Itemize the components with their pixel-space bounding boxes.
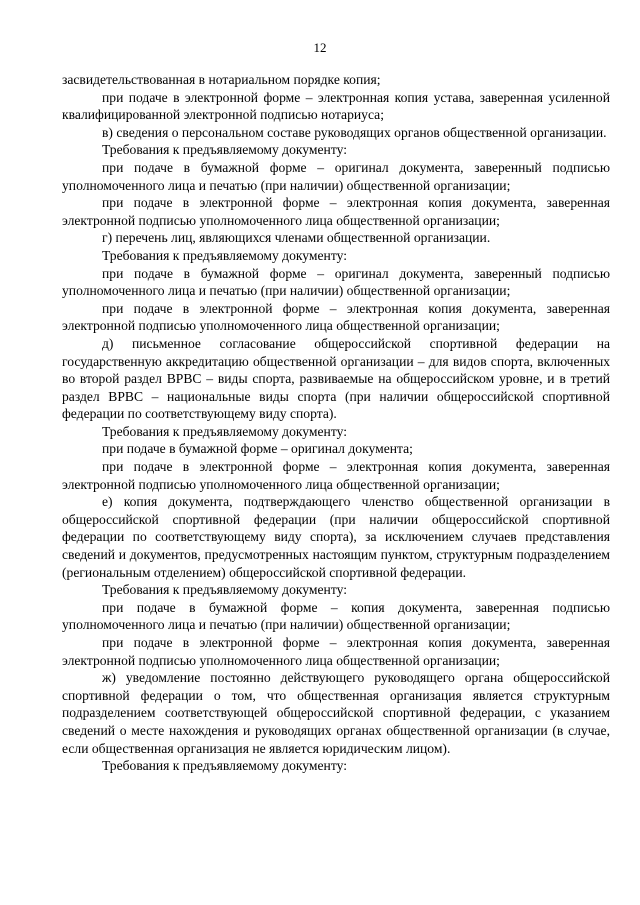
paragraph: Требования к предъявляемому документу: xyxy=(102,247,347,263)
paragraph: Требования к предъявляемому документу: xyxy=(102,142,347,158)
paragraph: при подаче в электронной форме – электронная копия документа, заверенная электронной подписью уполномоченного лица общественной организации; xyxy=(62,635,610,668)
paragraph: г) перечень лиц, являющихся членами общественной организации. xyxy=(102,230,491,246)
page-number: 12 xyxy=(313,40,327,55)
paragraph: Требования к предъявляемому документу: xyxy=(102,582,347,598)
paragraph: засвидетельствованная в нотариальном порядке копия; xyxy=(62,72,381,87)
paragraph: при подаче в электронной форме – электронная копия устава, заверенная усиленной квалифицированной электронной подписью нотариуса; xyxy=(62,89,610,123)
paragraph: при подаче в электронной форме – электронная копия документа, заверенная электронной подписью уполномоченного лица общественной организации; xyxy=(62,195,610,228)
paragraph: при подаче в бумажной форме – оригинал документа, заверенный подписью уполномоченного лица и печатью (при наличии) общественной организации; xyxy=(62,265,610,299)
paragraph: в) сведения о персональном составе руководящих органов общественной организации. xyxy=(102,124,607,140)
document-body xyxy=(62,71,610,775)
paragraph: е) копия документа, подтверждающего членство общественной организации в общероссийской спортивной федерации (при наличии общероссийской спортивной федерации по соответствующему виду спорта), за исключением случаев представления сведений и документов, предусмотренных настоящим пунктом, структурным подразделением (региональным отделением) общероссийской спортивной федерации. xyxy=(62,494,610,580)
paragraph: при подаче в бумажной форме – оригинал документа; xyxy=(102,441,413,457)
paragraph: при подаче в электронной форме – электронная копия документа, заверенная электронной подписью уполномоченного лица общественной организации; xyxy=(62,459,610,492)
paragraph: д) письменное согласование общероссийской спортивной федерации на государственную аккредитацию общественной организации – для видов спорта, включенных во второй раздел ВРВС – виды спорта, развиваемые на общероссийском уровне, и в третий раздел ВРВС – национальные виды спорта (при наличии общероссийской спортивной федерации по соответствующему виду спорта). xyxy=(62,335,610,422)
paragraph: при подаче в электронной форме – электронная копия документа, заверенная электронной подписью уполномоченного лица общественной организации; xyxy=(62,300,610,334)
paragraph: Требования к предъявляемому документу: xyxy=(102,423,347,439)
paragraph: при подаче в бумажной форме – копия документа, заверенная подписью уполномоченного лица и печатью (при наличии) общественной организации; xyxy=(62,599,610,633)
paragraph: Требования к предъявляемому документу: xyxy=(102,758,347,774)
paragraph: ж) уведомление постоянно действующего руководящего органа общероссийской спортивной федерации о том, что общественная организация является структурным подразделением соответствующей общероссийской спортивной федерации, с указанием сведений о месте нахождения и руководящих органах общественной организации (в случае, если общественная организация не является юридическим лицом). xyxy=(62,670,610,756)
paragraph: при подаче в бумажной форме – оригинал документа, заверенный подписью уполномоченного лица и печатью (при наличии) общественной организации; xyxy=(62,159,610,193)
